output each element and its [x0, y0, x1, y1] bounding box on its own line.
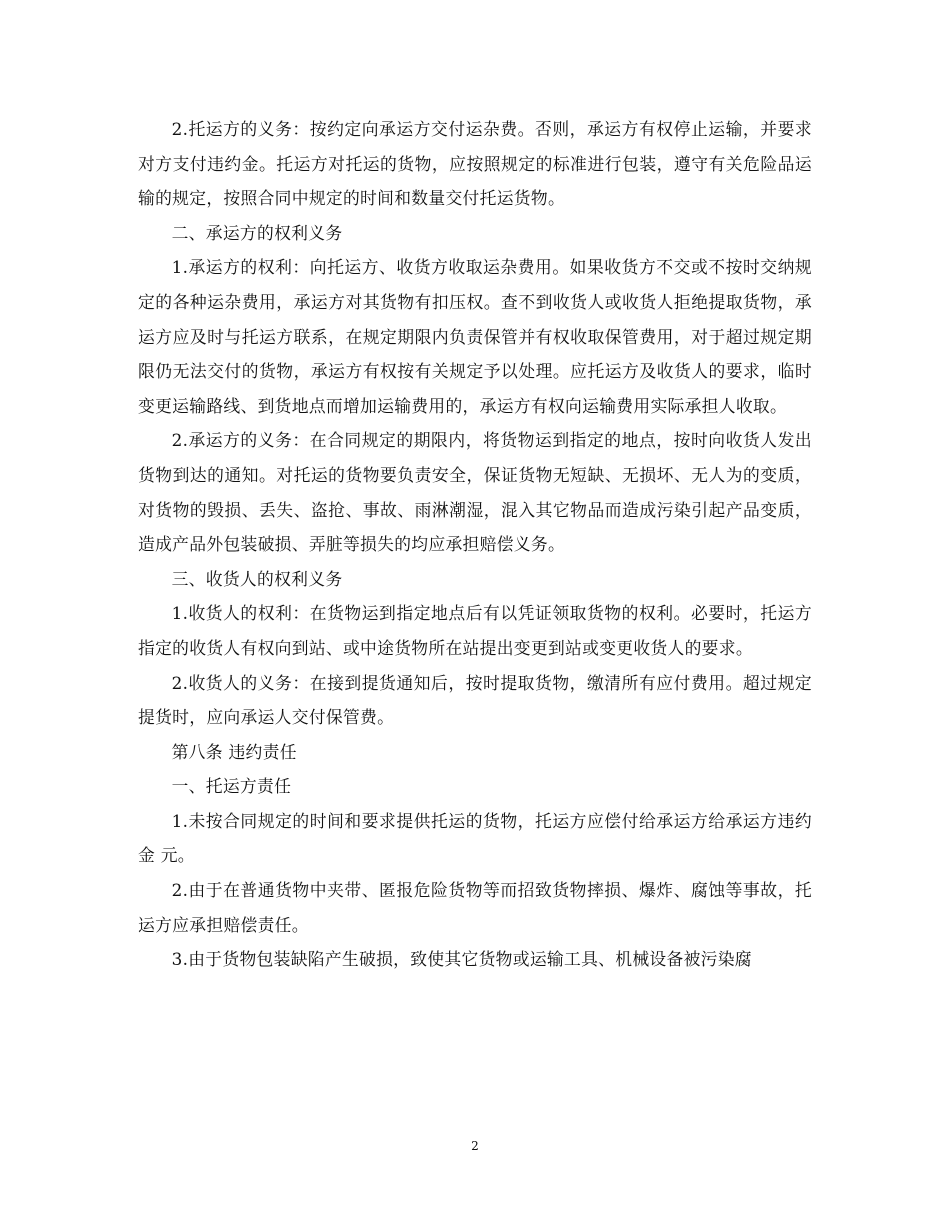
- paragraph-liability-2: 2.由于在普通货物中夹带、匿报危险货物等而招致货物摔损、爆炸、腐蚀等事故，托运方应承担赔偿责任。: [138, 880, 812, 935]
- section-heading-consignee-rights: 三、收货人的权利义务: [171, 568, 343, 589]
- document-body: [138, 112, 812, 977]
- paragraph-carrier-obligations: 2.承运方的义务：在合同规定的期限内，将货物运到指定的地点，按时向收货人发出货物到达的通知。对托运的货物要负责安全，保证货物无短缺、无损坏、无人为的变质，对货物的毁损、丢失、盗抢、事故、雨淋潮湿，混入其它物品而造成污染引起产品变质，造成产品外包装破损、弄脏等损失的均应承担赔偿义务。: [138, 430, 812, 555]
- page-number: 2: [471, 1139, 479, 1153]
- paragraph-carrier-rights: 1.承运方的权利：向托运方、收货方收取运杂费用。如果收货方不交或不按时交纳规定的各种运杂费用，承运方对其货物有扣压权。查不到收货人或收货人拒绝提取货物，承运方应及时与托运方联系，在规定期限内负责保管并有权收取保管费用，对于超过规定期限仍无法交付的货物，承运方有权按有关规定予以处理。应托运方及收货人的要求，临时变更运输路线、到货地点而增加运输费用的，承运方有权向运输费用实际承担人收取。: [138, 257, 812, 416]
- paragraph-shipper-obligations: 2.托运方的义务：按约定向承运方交付运杂费。否则，承运方有权停止运输，并要求对方支付违约金。托运方对托运的货物，应按照规定的标准进行包装，遵守有关危险品运输的规定，按照合同中规定的时间和数量交付托运货物。: [138, 119, 812, 209]
- section-heading-carrier-rights: 二、承运方的权利义务: [171, 222, 343, 243]
- paragraph-liability-1: 1.未按合同规定的时间和要求提供托运的货物，托运方应偿付给承运方给承运方违约金 元。: [138, 810, 812, 866]
- article-heading-liability: 第八条 违约责任: [171, 741, 297, 762]
- section-heading-shipper-liability: 一、托运方责任: [171, 776, 292, 797]
- paragraph-liability-3: 3.由于货物包装缺陷产生破损，致使其它货物或运输工具、机械设备被污染腐: [171, 949, 752, 970]
- paragraph-consignee-rights: 1.收货人的权利：在货物运到指定地点后有以凭证领取货物的权利。必要时，托运方指定的收货人有权向到站、或中途货物所在站提出变更到站或变更收货人的要求。: [138, 603, 812, 658]
- paragraph-consignee-obligations: 2.收货人的义务：在接到提货通知后，按时提取货物，缴清所有应付费用。超过规定提货时，应向承运人交付保管费。: [138, 672, 812, 728]
